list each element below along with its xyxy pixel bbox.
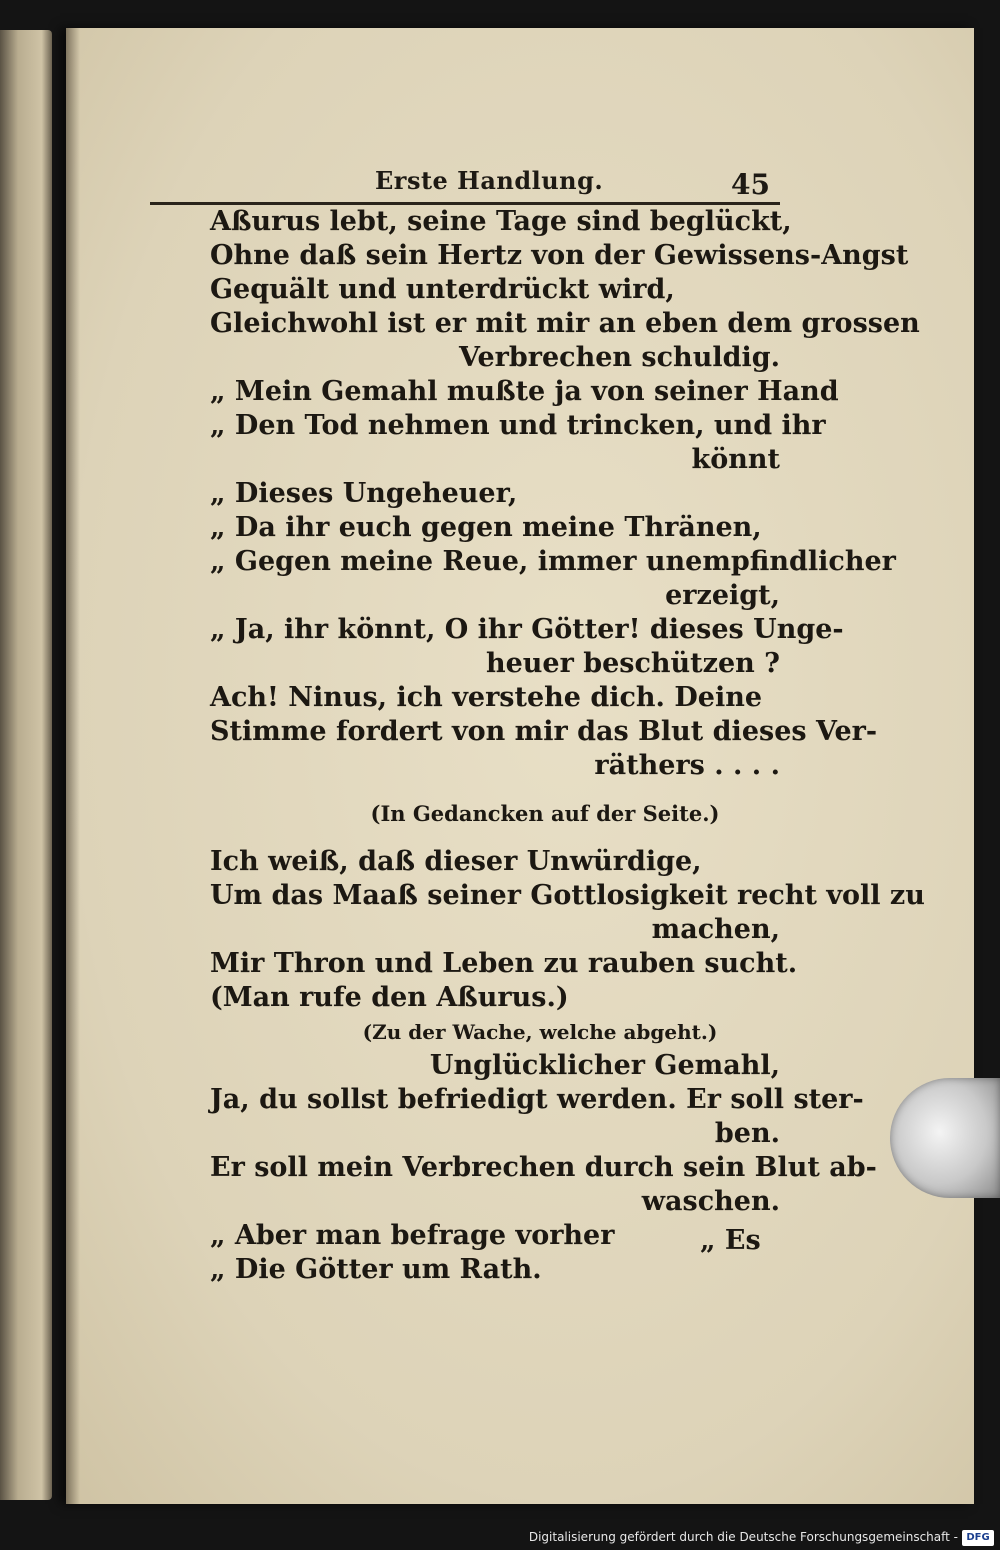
text-line: Gleichwohl ist er mit mir an eben dem grossen xyxy=(210,308,920,339)
text-line: Aßurus lebt, seine Tage sind beglückt, xyxy=(210,206,792,237)
page-clip xyxy=(890,1078,1000,1198)
page-gutter-shadow xyxy=(66,28,80,1504)
text-line: „ Da ihr euch gegen meine Thränen, xyxy=(210,512,762,543)
text-line: Ach! Ninus, ich verstehe dich. Deine xyxy=(210,682,763,713)
dfg-logo: DFG xyxy=(962,1530,994,1546)
spacer xyxy=(210,831,780,845)
text-line: Mir Thron und Leben zu rauben sucht. xyxy=(210,948,798,979)
text-line: heuer beschützen ? xyxy=(485,648,780,679)
digitization-credit: Digitalisierung gefördert durch die Deutsche Forschungsgemeinschaft - xyxy=(528,1530,958,1544)
text-line: „ Gegen meine Reue, immer unempfindlicher xyxy=(210,546,896,577)
text-line: Stimme fordert von mir das Blut dieses Ver- xyxy=(210,716,878,747)
verse-text xyxy=(210,205,925,1287)
page-number: 45 xyxy=(731,168,770,201)
text-line: könnt xyxy=(691,444,780,475)
text-line: Unglücklicher Gemahl, xyxy=(429,1050,780,1081)
previous-page-edge xyxy=(0,30,52,1500)
spacer xyxy=(210,783,780,797)
text-line: Ja, du sollst befriedigt werden. Er soll ster- xyxy=(210,1084,864,1115)
text-line: Verbrechen schuldig. xyxy=(458,342,780,373)
running-head: Erste Handlung. xyxy=(375,166,604,195)
text-line: „ Die Götter um Rath. xyxy=(210,1254,542,1285)
text-line: „ Den Tod nehmen und trincken, und ihr xyxy=(210,410,826,441)
text-line: „ Aber man befrage vorher xyxy=(210,1220,615,1251)
text-line: „ Dieses Ungeheuer, xyxy=(210,478,518,509)
text-line: räthers . . . . xyxy=(594,750,780,781)
text-line: Ohne daß sein Hertz von der Gewissens-Angst xyxy=(210,240,909,271)
text-line: (Man rufe den Aßurus.) xyxy=(210,982,569,1013)
stage-direction: (Zu der Wache, welche abgeht.) xyxy=(362,1020,718,1044)
text-line: „ Mein Gemahl mußte ja von seiner Hand xyxy=(210,376,839,407)
text-line: Er soll mein Verbrechen durch sein Blut ab- xyxy=(210,1152,877,1183)
text-line: Gequält und unterdrückt wird, xyxy=(210,274,675,305)
catchword: „ Es xyxy=(700,1225,761,1256)
text-line: erzeigt, xyxy=(665,580,780,611)
text-line: „ Ja, ihr könnt, O ihr Götter! dieses Unge- xyxy=(210,614,844,645)
stage-direction: (In Gedancken auf der Seite.) xyxy=(370,801,720,826)
text-line: machen, xyxy=(651,914,780,945)
text-line: ben. xyxy=(714,1118,780,1149)
text-line: Ich weiß, daß dieser Unwürdige, xyxy=(210,846,702,877)
text-line: waschen. xyxy=(641,1186,780,1217)
text-line: Um das Maaß seiner Gottlosigkeit recht voll zu xyxy=(210,880,925,911)
